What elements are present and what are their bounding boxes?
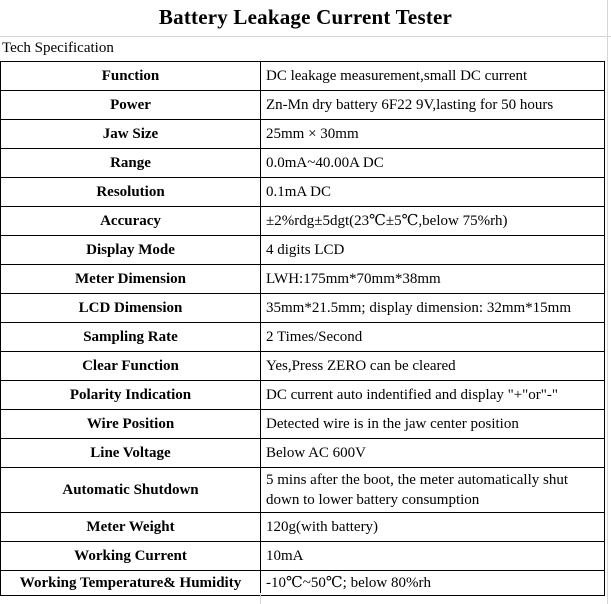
table-row [1, 571, 605, 596]
spec-value: 120g(with battery) [261, 513, 605, 542]
spec-label: Display Mode [1, 236, 261, 265]
table-row [1, 91, 605, 120]
spec-table-body [1, 62, 605, 596]
spec-value: Below AC 600V [261, 439, 605, 468]
table-row [1, 207, 605, 236]
spec-label: Working Current [1, 542, 261, 571]
table-row [1, 439, 605, 468]
spec-label: Jaw Size [1, 120, 261, 149]
spec-label: Function [1, 62, 261, 91]
spec-label: Working Temperature& Humidity [1, 571, 261, 596]
spec-label: Meter Weight [1, 513, 261, 542]
table-row [1, 513, 605, 542]
spec-label: Accuracy [1, 207, 261, 236]
table-row [1, 294, 605, 323]
spec-value: DC leakage measurement,small DC current [261, 62, 605, 91]
table-row [1, 178, 605, 207]
table-row [1, 236, 605, 265]
spec-label: Clear Function [1, 352, 261, 381]
table-row [1, 381, 605, 410]
table-row [1, 323, 605, 352]
spec-label: LCD Dimension [1, 294, 261, 323]
spec-value: Zn-Mn dry battery 6F22 9V,lasting for 50 hours [261, 91, 605, 120]
spec-value: -10℃~50℃; below 80%rh [261, 571, 605, 596]
table-row [1, 120, 605, 149]
spec-value: 4 digits LCD [261, 236, 605, 265]
gridline-horizontal [0, 36, 611, 37]
table-row [1, 542, 605, 571]
spec-label: Automatic Shutdown [1, 468, 261, 513]
spec-value: 10mA [261, 542, 605, 571]
table-row [1, 265, 605, 294]
spec-value: 0.1mA DC [261, 178, 605, 207]
spec-value: 5 mins after the boot, the meter automatically shut down to lower battery consumption [261, 468, 605, 513]
spec-value: Detected wire is in the jaw center position [261, 410, 605, 439]
spec-label: Power [1, 91, 261, 120]
table-row [1, 468, 605, 513]
spec-value: ±2%rdg±5dgt(23℃±5℃,below 75%rh) [261, 207, 605, 236]
table-row [1, 352, 605, 381]
spec-value: 2 Times/Second [261, 323, 605, 352]
spec-table [0, 61, 605, 596]
spec-label: Polarity Indication [1, 381, 261, 410]
spec-value: 35mm*21.5mm; display dimension: 32mm*15mm [261, 294, 605, 323]
spec-value: 0.0mA~40.00A DC [261, 149, 605, 178]
table-row [1, 149, 605, 178]
spec-label: Sampling Rate [1, 323, 261, 352]
spec-label: Meter Dimension [1, 265, 261, 294]
section-label: Tech Specification [2, 40, 114, 56]
gridline-column-stub [260, 593, 261, 604]
spec-label: Range [1, 149, 261, 178]
spec-value: Yes,Press ZERO can be cleared [261, 352, 605, 381]
spec-label: Wire Position [1, 410, 261, 439]
table-row [1, 410, 605, 439]
spec-value: LWH:175mm*70mm*38mm [261, 265, 605, 294]
gridline-vertical-right [607, 0, 608, 604]
spec-value: DC current auto indentified and display "+"or"-" [261, 381, 605, 410]
table-row [1, 62, 605, 91]
spec-label: Line Voltage [1, 439, 261, 468]
page-title: Battery Leakage Current Tester [158, 5, 453, 29]
spec-value: 25mm × 30mm [261, 120, 605, 149]
spec-label: Resolution [1, 178, 261, 207]
